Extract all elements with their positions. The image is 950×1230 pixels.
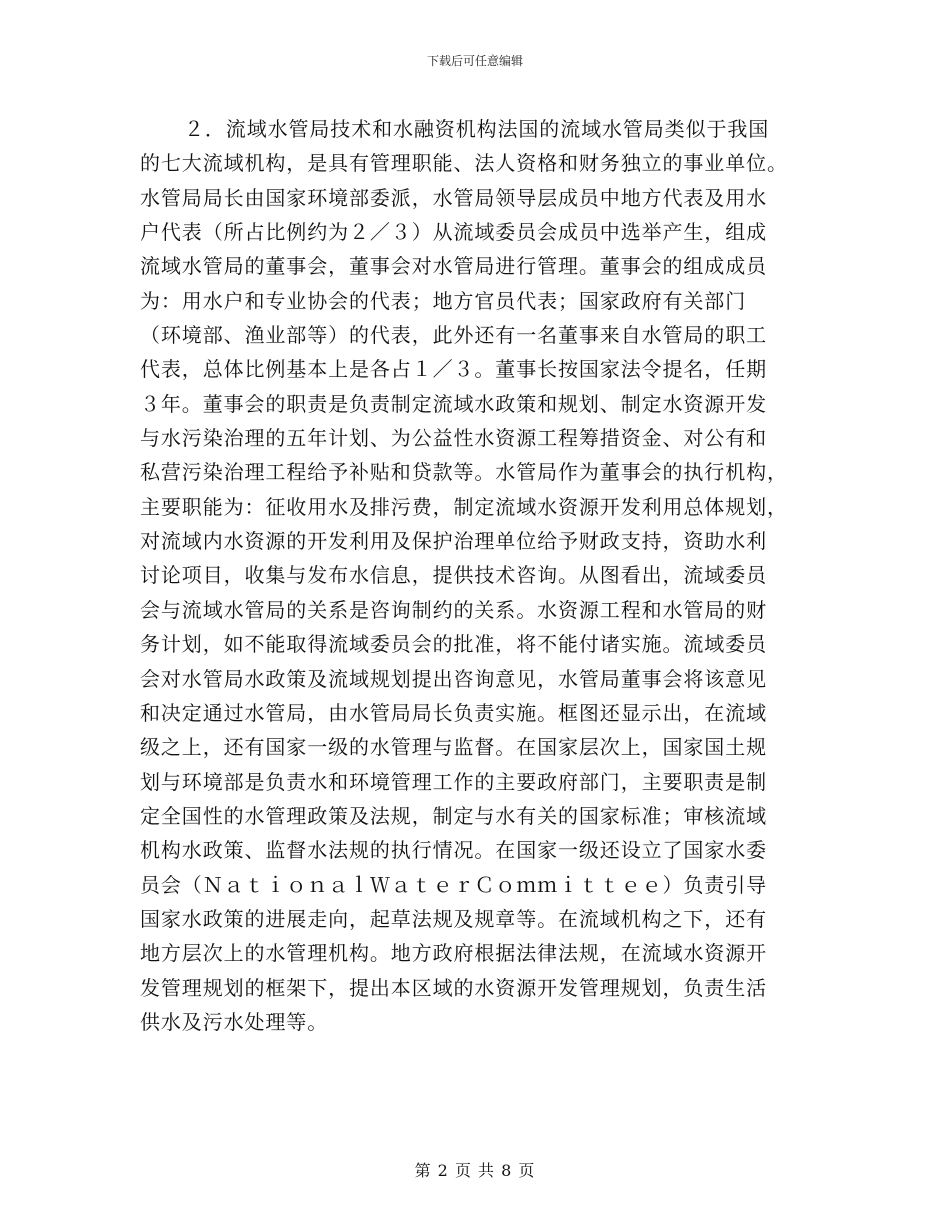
text-line: 级之上，还有国家一级的水管理与监督。在国家层次上，国家国土规: [140, 735, 767, 760]
text-line: 代表，总体比例基本上是各占１／３。董事长按国家法令提名，任期: [140, 357, 767, 382]
page-header: 下载后可任意编辑: [426, 54, 523, 68]
text-line: 供水及污水处理等。: [140, 1009, 329, 1034]
text-line: 国家水政策的进展走向，起草法规及规章等。在流域机构之下，还有: [140, 906, 767, 931]
text-line: 主要职能为：征收用水及排污费，制定流域水资源开发利用总体规划，: [140, 494, 788, 519]
text-line: 讨论项目，收集与发布水信息，提供技术咨询。从图看出，流域委员: [140, 563, 767, 588]
text-line: 流域水管局的董事会，董事会对水管局进行管理。董事会的组成成员: [140, 254, 767, 279]
text-line: 会对水管局水政策及流域规划提出咨询意见，水管局董事会将该意见: [140, 666, 767, 691]
text-line: 员会（ＮａｔｉｏｎａｌＷａｔｅｒＣｏｍｍｉｔｔｅｅ）负责引导: [140, 872, 767, 897]
text-line: 为：用水户和专业协会的代表；地方官员代表；国家政府有关部门: [140, 288, 747, 313]
text-line: 发管理规划的框架下，提出本区域的水资源开发管理规划，负责生活: [140, 975, 767, 1000]
text-line: （环境部、渔业部等）的代表，此外还有一名董事来自水管局的职工: [140, 323, 767, 348]
text-line: 划与环境部是负责水和环境管理工作的主要政府部门，主要职责是制: [140, 769, 767, 794]
text-line: 的七大流域机构，是具有管理职能、法人资格和财务独立的事业单位。: [140, 151, 788, 176]
text-line: ３年。董事会的职责是负责制定流域水政策和规划、制定水资源开发: [140, 391, 767, 416]
text-line: 对流域内水资源的开发利用及保护治理单位给予财政支持，资助水利: [140, 529, 767, 554]
text-line: 定全国性的水管理政策及法规，制定与水有关的国家标准；审核流域: [140, 803, 767, 828]
page-footer: 第 2 页 共 8 页: [414, 1161, 536, 1180]
text-line: 务计划，如不能取得流域委员会的批准，将不能付诸实施。流域委员: [140, 632, 767, 657]
text-line: 和决定通过水管局，由水管局局长负责实施。框图还显示出，在流域: [140, 700, 767, 725]
text-line: 机构水政策、监督水法规的执行情况。在国家一级还设立了国家水委: [140, 838, 767, 863]
text-line: 水管局局长由国家环境部委派，水管局领导层成员中地方代表及用水: [140, 185, 767, 210]
text-line: 会与流域水管局的关系是咨询制约的关系。水资源工程和水管局的财: [140, 597, 767, 622]
document-body: [140, 112, 820, 1039]
text-line: 户代表（所占比例约为２／３）从流域委员会成员中选举产生，组成: [140, 220, 767, 245]
text-line: ２．流域水管局技术和水融资机构法国的流域水管局类似于我国: [184, 117, 770, 141]
text-line: 与水污染治理的五年计划、为公益性水资源工程筹措资金、对公有和: [140, 426, 767, 451]
text-line: 私营污染治理工程给予补贴和贷款等。水管局作为董事会的执行机构，: [140, 460, 788, 485]
text-line: 地方层次上的水管理机构。地方政府根据法律法规，在流域水资源开: [140, 941, 767, 966]
